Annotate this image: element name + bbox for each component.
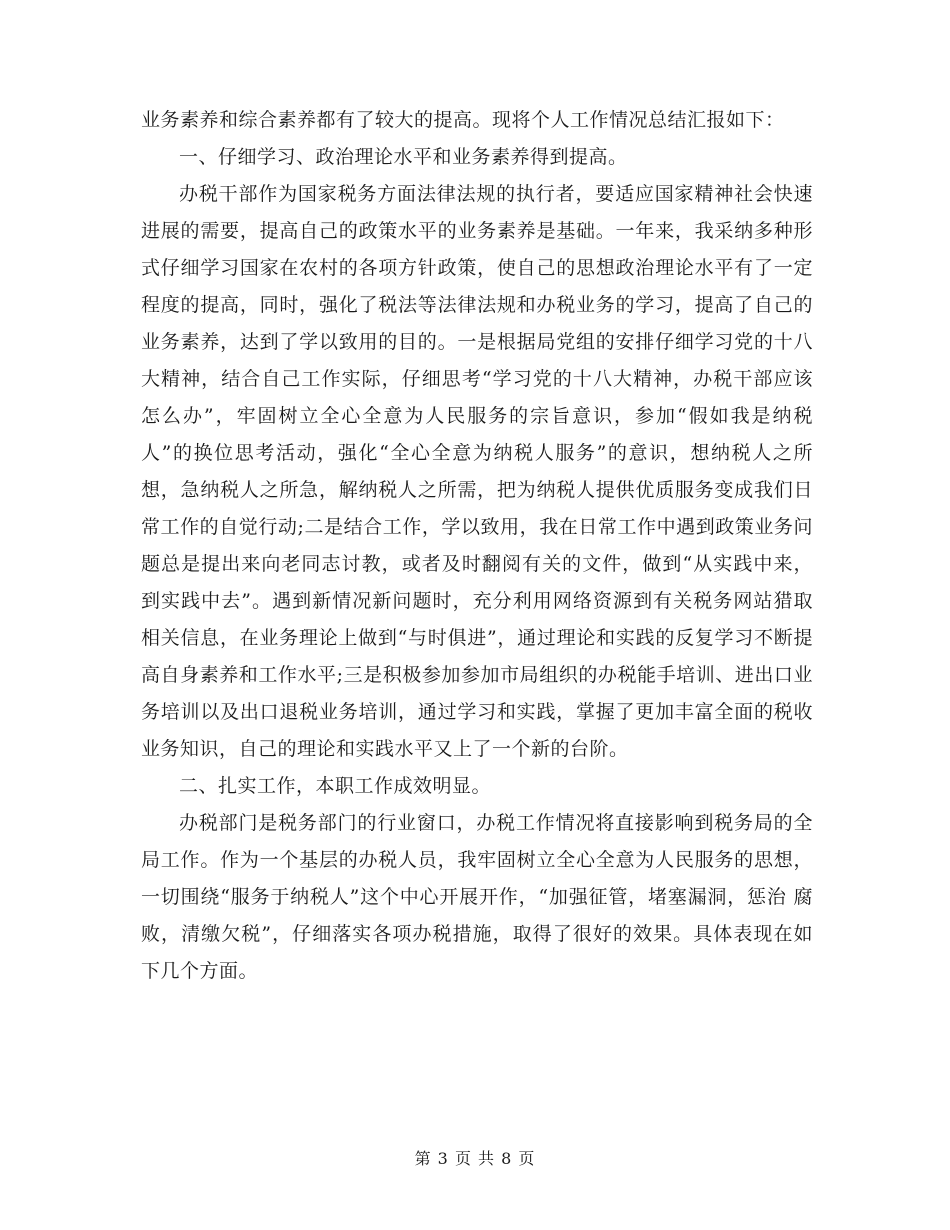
paragraph-work: 办税部门是税务部门的行业窗口，办税工作情况将直接影响到税务局的全局工作。作为一个基层的办税人员，我牢固树立全心全意为人民服务的思想，一切围绕“服务于纳税人”这个中心开展开作，“加强征管，堵塞漏洞，惩治 腐 败，清缴欠税”，仔细落实各项办税措施，取得了很好的效果。具体表现在如下几个方面。: [141, 812, 813, 982]
paragraph-study: 办税干部作为国家税务方面法律法规的执行者，要适应国家精神社会快速进展的需要，提高自己的政策水平的业务素养是基础。一年来，我采纳多种形式仔细学习国家在农村的各项方针政策，使自己的思想政治理论水平有了一定程度的提高，同时，强化了税法等法律法规和办税业务的学习，提高了自己的业务素养，达到了学以致用的目的。一是根据局党组的安排仔细学习党的十八大精神，结合自己工作实际，仔细思考“学习党的十八大精神，办税干部应该怎么办”，牢固树立全心全意为人民服务的宗旨意识，参加“假如我是纳税人”的换位思考活动，强化“全心全意为纳税人服务”的意识，想纳税人之所想，急纳税人之所急，解纳税人之所需，把为纳税人提供优质服务变成我们日常工作的自觉行动;二是结合工作，学以致用，我在日常工作中遇到政策业务问题总是提出来向老同志讨教，或者及时翻阅有关的文件，做到“从实践中来，到实践中去”。遇到新情况新问题时，充分利用网络资源到有关税务网站猎取相关信息，在业务理论上做到“与时俱进”，通过理论和实践的反复学习不断提高自身素养和工作水平;三是积极参加参加市局组织的办税能手培训、进出口业务培训以及出口退税业务培训，通过学习和实践，掌握了更加丰富全面的税收业务知识，自己的理论和实践水平又上了一个新的台阶。: [141, 183, 813, 760]
paragraph-continuation: 业务素养和综合素养都有了较大的提高。现将个人工作情况总结汇报如下：: [141, 109, 785, 131]
page-number-footer: 第 3 页 共 8 页: [414, 1149, 536, 1168]
section-heading-1: 一、仔细学习、政治理论水平和业务素养得到提高。: [179, 146, 628, 168]
section-heading-2: 二、扎实工作，本职工作成效明显。: [179, 775, 492, 797]
document-body: [141, 102, 813, 990]
